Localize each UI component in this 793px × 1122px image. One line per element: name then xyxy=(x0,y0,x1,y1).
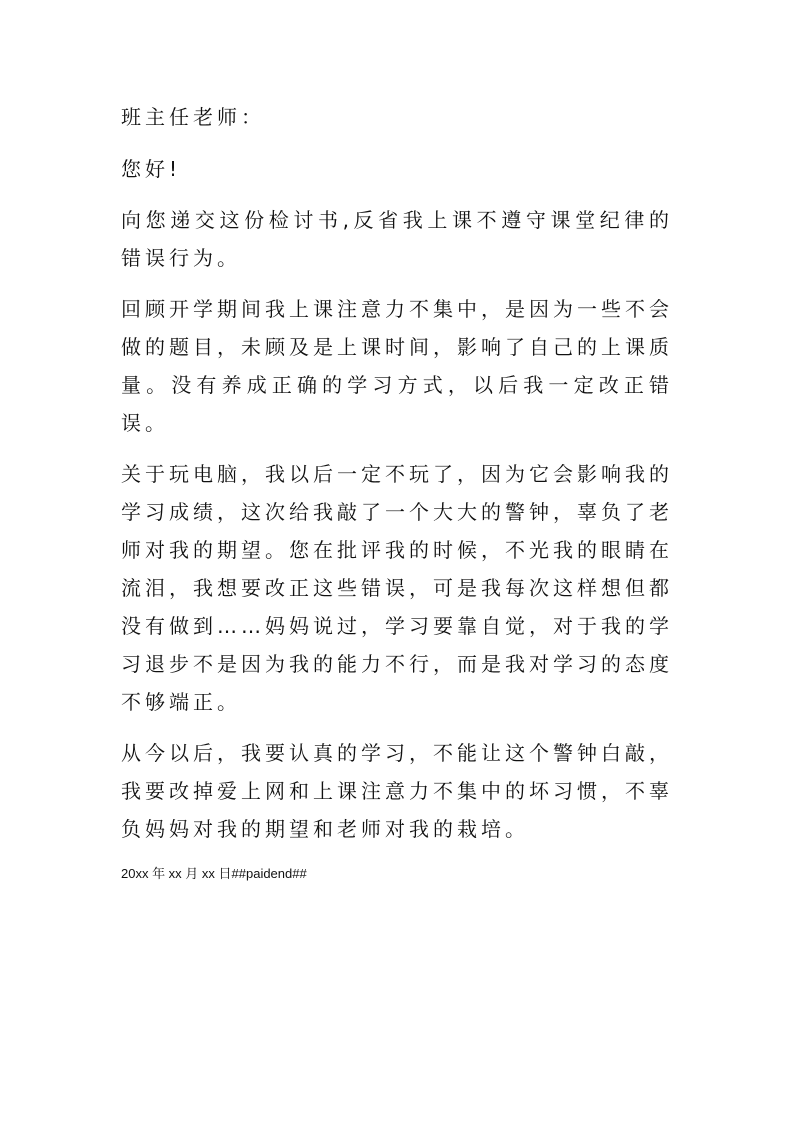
date-line: 20xx 年 xx 月 xx 日##paidend## xyxy=(121,866,307,881)
paragraph: 向您递交这份检讨书,反省我上课不遵守课堂纪律的错误行为。 xyxy=(121,208,673,270)
document-body xyxy=(121,98,673,884)
greeting: 您好! xyxy=(121,157,182,181)
paragraph: 关于玩电脑，我以后一定不玩了，因为它会影响我的学习成绩，这次给我敲了一个大大的警钟，辜负了老师对我的期望。您在批评我的时候，不光我的眼睛在流泪，我想要改正这些错误，可是我每次这样想但都没有做到……妈妈说过，学习要靠自觉，对于我的学习退步不是因为我的能力不行，而是我对学习的态度不够端正。 xyxy=(121,462,673,714)
paragraph: 从今以后，我要认真的学习，不能让这个警钟白敲，我要改掉爱上网和上课注意力不集中的坏习惯，不辜负妈妈对我的期望和老师对我的栽培。 xyxy=(121,741,673,841)
salutation: 班主任老师： xyxy=(121,105,265,129)
paragraph: 回顾开学期间我上课注意力不集中，是因为一些不会做的题目，未顾及是上课时间，影响了自己的上课质量。没有养成正确的学习方式，以后我一定改正错误。 xyxy=(121,297,673,435)
